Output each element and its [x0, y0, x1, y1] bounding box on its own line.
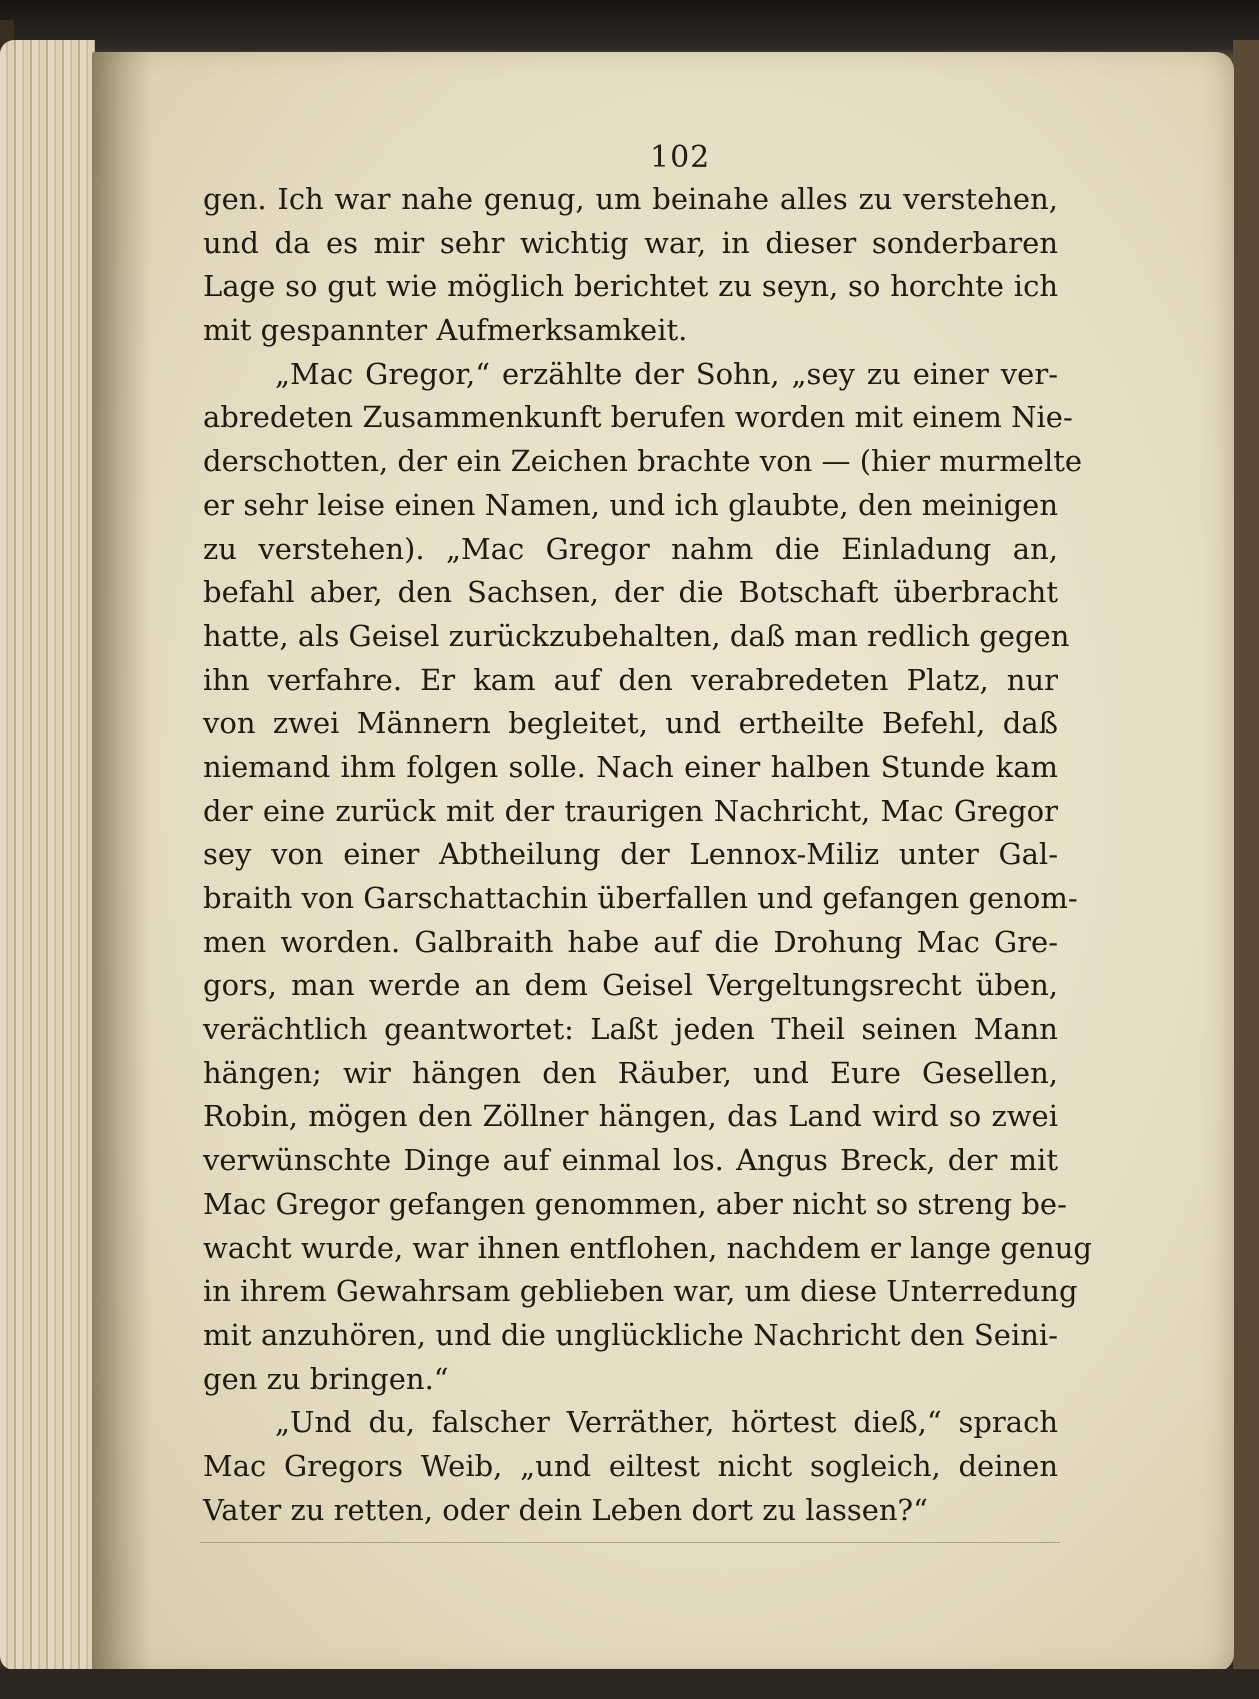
- text-line: mit anzuhören, und die unglückliche Nachricht den Seini-: [203, 1317, 1058, 1352]
- text-line: „Und du, falscher Verräther, hörtest dieß,“ sprach: [275, 1405, 1058, 1440]
- text-line: gors, man werde an dem Geisel Vergeltungsrecht üben,: [203, 968, 1058, 1003]
- text-line: men worden. Galbraith habe auf die Drohung Mac Gre-: [203, 924, 1058, 959]
- text-line: er sehr leise einen Namen, und ich glaubte, den meinigen: [203, 487, 1058, 522]
- text-line: hängen; wir hängen den Räuber, und Eure Gesellen,: [203, 1055, 1058, 1090]
- gutter-shadow: [92, 52, 152, 1672]
- text-line: wacht wurde, war ihnen entflohen, nachdem er lange genug: [203, 1230, 1092, 1265]
- text-line: und da es mir sehr wichtig war, in dieser sonderbaren: [203, 225, 1058, 260]
- book-cover-right: [1233, 40, 1259, 1680]
- text-line: niemand ihm folgen solle. Nach einer halben Stunde kam: [203, 749, 1058, 784]
- text-line: von zwei Männern begleitet, und ertheilte Befehl, daß: [203, 706, 1058, 741]
- text-line: Lage so gut wie möglich berichtet zu seyn, so horchte ich: [203, 269, 1058, 304]
- text-line: der eine zurück mit der traurigen Nachricht, Mac Gregor: [203, 793, 1058, 828]
- text-line: gen zu bringen.“: [203, 1361, 449, 1396]
- text-line: mit gespannter Aufmerksamkeit.: [203, 313, 688, 348]
- page-number: 102: [650, 140, 711, 175]
- text-line: braith von Garschattachin überfallen und gefangen genom-: [203, 881, 1078, 915]
- text-line: verwünschte Dinge auf einmal los. Angus Breck, der mit: [203, 1143, 1058, 1178]
- text-line: Vater zu retten, oder dein Leben dort zu lassen?“: [203, 1492, 928, 1527]
- page-stack-edges: [0, 40, 95, 1670]
- text-line: hatte, als Geisel zurückzubehalten, daß man redlich gegen: [203, 618, 1070, 653]
- bottom-rule: [200, 1542, 1060, 1543]
- text-line: Mac Gregor gefangen genommen, aber nicht so streng be-: [203, 1186, 1067, 1221]
- body-text: [203, 178, 1092, 1532]
- text-line: „Mac Gregor,“ erzählte der Sohn, „sey zu einer ver-: [275, 356, 1058, 391]
- scanner-top-edge: [0, 0, 1259, 60]
- text-line: Mac Gregors Weib, „und eiltest nicht sogleich, deinen: [203, 1448, 1058, 1483]
- text-line: befahl aber, den Sachsen, der die Botschaft überbracht: [203, 575, 1058, 610]
- text-line: gen. Ich war nahe genug, um beinahe alles zu verstehen,: [203, 182, 1058, 216]
- text-line: sey von einer Abtheilung der Lennox-Miliz unter Gal-: [203, 837, 1058, 872]
- text-line: derschotten, der ein Zeichen brachte von — (hier murmelte: [203, 444, 1083, 479]
- scanner-bottom-edge: [0, 1669, 1259, 1699]
- text-line: verächtlich geantwortet: Laßt jeden Theil seinen Mann: [203, 1012, 1058, 1047]
- text-line: in ihrem Gewahrsam geblieben war, um diese Unterredung: [203, 1274, 1078, 1309]
- text-line: abredeten Zusammenkunft berufen worden mit einem Nie-: [203, 400, 1073, 435]
- text-line: ihn verfahre. Er kam auf den verabredeten Platz, nur: [203, 662, 1058, 697]
- text-line: zu verstehen). „Mac Gregor nahm die Einladung an,: [203, 531, 1058, 566]
- text-line: Robin, mögen den Zöllner hängen, das Land wird so zwei: [203, 1099, 1058, 1134]
